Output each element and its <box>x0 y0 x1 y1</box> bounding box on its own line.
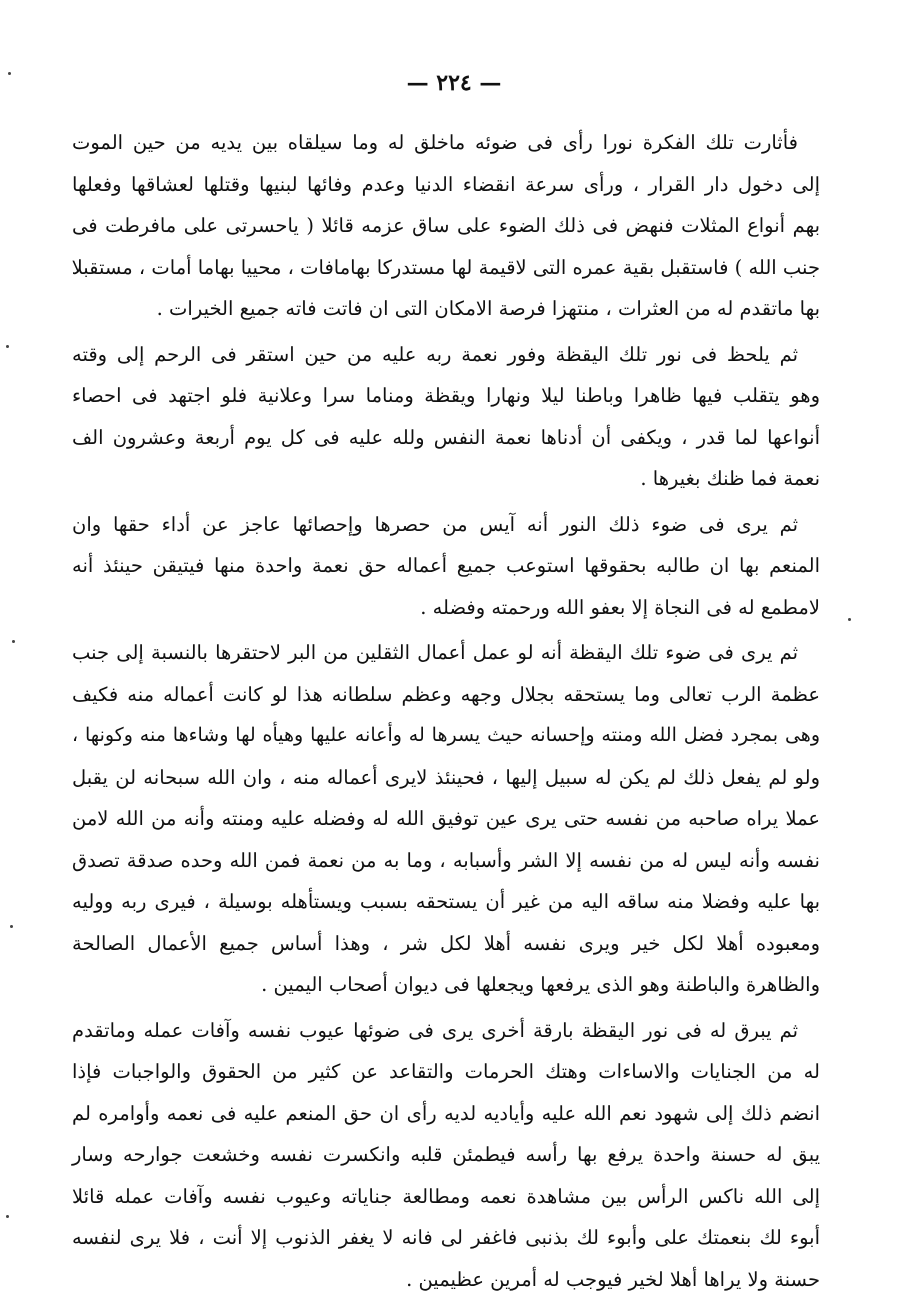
text-line: فأثارت تلك الفكرة نورا رأى فى ضوئه ماخلق له وما سيلقاه بين يديه من حين الموت <box>72 131 798 154</box>
paragraph <box>72 334 820 500</box>
page-number: — ٢٢٤ — <box>406 70 502 96</box>
text-line: عملا يراه صاحبه من نفسه حتى يرى عين توفيق الله له وفضله عليه ومنته وأنه من الله لامن <box>72 807 820 830</box>
text-line: وهى بمجرد فضل الله ومنته وإحسانه حيث يسرها له وأعانه عليها وهيأه لها وشاءها منه وكونها ، <box>72 724 820 746</box>
text-line: وهو يتقلب فيها ظاهرا وباطنا ليلا ونهارا ويقظة ومناما سرا وعلانية فلو اجتهد فى احصاء <box>72 384 820 407</box>
text-line: ولو لم يفعل ذلك لم يكن له سبيل إليها ، فحينئذ لايرى أعماله منه ، وان الله سبحانه لن يقبل <box>72 765 820 789</box>
text-line: ثم يلحظ فى نور تلك اليقظة وفور نعمة ربه عليه من حين استقر فى الرحم إلى وقته <box>72 342 798 366</box>
text-line: نفسه وأنه ليس له من نفسه إلا الشر وأسبابه ، وما به من نعمة فمن الله وحده صدقة تصدق <box>72 848 820 872</box>
text-line: إلى دخول دار القرار ، ورأى سرعة انقضاء الدنيا وعدم وفائها لبنيها وقتلها لعشاقها وفعلها <box>72 172 820 196</box>
text-line: ومعبوده أهلا لكل خير ويرى نفسه أهلا لكل شر ، وهذا أساس جميع الأعمال الصالحة <box>72 931 820 955</box>
margin-speck <box>848 618 851 621</box>
margin-speck <box>6 1215 9 1218</box>
paragraph <box>72 504 820 629</box>
text-line: بها ماتقدم له من العثرات ، منتهزا فرصة الامكان التى ان فاتت فاته جميع الخيرات . <box>156 297 820 320</box>
text-line: ثم يرى فى ضوء ذلك النور أنه آيس من حصرها وإحصائها عاجز عن أداء حقها وان <box>72 512 798 536</box>
paragraph <box>72 122 820 330</box>
text-line: جنب الله ) فاستقبل بقية عمره التى لاقيمة لها مستدركا بهامافات ، محييا بهاما أمات ، مستقبلا <box>71 255 820 279</box>
text-line: لامطمع له فى النجاة إلا بعفو الله ورحمته وفضله . <box>420 595 820 619</box>
text-line: بهم أنواع المثلات فنهض فى ذلك الضوء على ساق عزمه قائلا ( ياحسرتى على مافرطت فى <box>72 214 820 237</box>
text-line: والظاهرة والباطنة وهو الذى يرفعها ويجعلها فى ديوان أصحاب اليمين . <box>261 973 820 996</box>
text-line: أنواعها لما قدر ، ويكفى أن أدناها نعمة النفس ولله عليه فى كل يوم أربعة وعشرون الف <box>72 425 820 449</box>
text-line: يبق له حسنة واحدة يرفع بها رأسه فيطمئن قلبه وانكسرت نفسه وخشعت جوارحه وسار <box>72 1143 820 1166</box>
text-line: إلى الله ناكس الرأس بين مشاهدة نعمه ومطالعة جناياته وعيوب نفسه وآفات عمله قائلا <box>72 1184 820 1208</box>
text-line: بها عليه وفضلا منه ساقه اليه من غير أن يستحقه بسبب ويستأهله بوسيلة ، فيرى ربه ووليه <box>72 890 820 913</box>
text-line: المنعم بها ان طالبه بحقوقها استوعب جميع أعماله حق نعمة واحدة منها فيتيقن حينئذ أنه <box>72 554 820 577</box>
margin-speck <box>12 640 15 643</box>
text-line: ثم يبرق له فى نور اليقظة بارقة أخرى يرى فى ضوئها عيوب نفسه وآفات عمله وماتقدم <box>72 1018 798 1042</box>
text-line: نعمة فما ظنك بغيرها . <box>640 467 820 490</box>
paragraph <box>72 632 820 1006</box>
margin-speck <box>8 72 11 75</box>
paragraph <box>72 1010 820 1301</box>
margin-speck <box>6 345 9 348</box>
text-line: ثم يرى فى ضوء تلك اليقظة أنه لو عمل أعمال الثقلين من البر لاحتقرها بالنسبة إلى جنب <box>72 641 798 664</box>
text-line: عظمة الرب تعالى وما يستحقه بجلال وجهه وعظم سلطانه هذا لو كانت أعماله منه فكيف <box>72 682 820 706</box>
text-body <box>72 122 820 1304</box>
text-line: له من الجنايات والاساءات وهتك الحرمات والتقاعد عن كثير من الحقوق والواجبات فإذا <box>72 1060 820 1083</box>
text-line: انضم ذلك إلى شهود نعم الله عليه وأياديه لديه رأى ان حق المنعم عليه فى نعمه وأوامره لم <box>72 1101 820 1125</box>
text-line: أبوء لك بنعمتك على وأبوء لك بذنبى فاغفر لى فانه لا يغفر الذنوب إلا أنت ، فلا يرى لنفسه <box>72 1226 820 1249</box>
text-line: حسنة ولا يراها أهلا لخير فيوجب له أمرين عظيمين . <box>406 1267 820 1291</box>
margin-speck <box>10 925 13 928</box>
